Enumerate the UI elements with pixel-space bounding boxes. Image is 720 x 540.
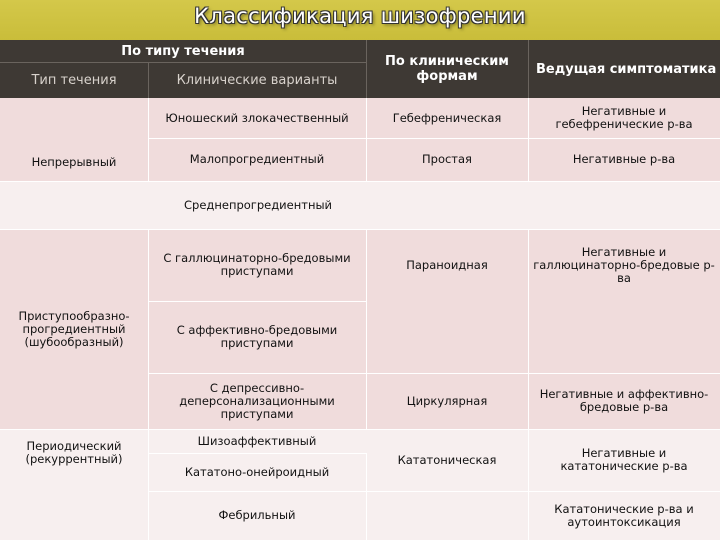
grid-line <box>366 229 367 429</box>
grid-line <box>528 229 529 540</box>
header-divider <box>0 62 366 63</box>
variant-low-progressive: Малопрогредиентный <box>189 152 325 166</box>
course-periodic: Периодический (рекуррентный) <box>25 439 123 466</box>
grid-line <box>528 98 529 181</box>
form-circular: Циркулярная <box>406 393 488 408</box>
grid-line <box>148 453 366 454</box>
header-clinical-forms: По клиническим формам <box>366 40 528 98</box>
grid-line <box>0 181 720 182</box>
header-leading-symptoms: Ведущая симптоматика <box>528 40 720 98</box>
grid-line <box>148 229 149 540</box>
grid-line <box>148 491 720 492</box>
variant-depressive-depersonalization: С депрессивно-деперсонализационными приступами <box>179 380 335 421</box>
grid-line <box>148 301 366 302</box>
header-divider <box>366 40 367 98</box>
symptoms-negative-catatonic: Негативные и кататонические р-ва <box>560 446 688 473</box>
variant-hallucinatory-delusional: С галлюцинаторно-бредовыми приступами <box>163 251 351 278</box>
symptoms-negative-hebephrenic: Негативные и гебефренические р-ва <box>555 104 693 131</box>
header-course-group: По типу течения <box>0 40 366 62</box>
symptoms-negative-affective: Негативные и аффективно-бредовые р-ва <box>539 387 709 414</box>
variant-juvenile-malignant: Юношеский злокачественный <box>165 110 349 125</box>
grid-line <box>0 429 720 430</box>
variant-affective-delusional: С аффективно-бредовыми приступами <box>176 323 338 350</box>
symptoms-negative-hallucinatory: Негативные и галлюцинаторно-бредовые р-ва <box>533 244 715 285</box>
grid-line <box>148 138 720 139</box>
course-shift-like: Приступообразно-прогредиентный (шубообразный) <box>18 308 130 349</box>
grid-line <box>148 373 720 374</box>
form-catatonic: Кататоническая <box>397 452 497 467</box>
header-course-type: Тип течения <box>0 62 148 98</box>
variant-medium-progressive: Среднепрогредиентный <box>184 197 333 212</box>
symptoms-negative: Негативные р-ва <box>572 152 676 166</box>
grid-line <box>0 229 720 230</box>
header-divider <box>528 40 529 98</box>
grid-line <box>148 98 149 181</box>
variant-schizoaffective: Шизоаффективный <box>197 433 317 448</box>
variant-febrile: Фебрильный <box>218 508 296 522</box>
grid-line <box>366 98 367 181</box>
symptoms-catatonic-autointoxication: Кататонические р-ва и аутоинтоксикация <box>554 501 694 529</box>
course-continuous: Непрерывный <box>31 154 117 169</box>
variant-catatonic-oneiroid: Кататоно-онейроидный <box>184 464 330 479</box>
grid-line <box>366 453 367 540</box>
header-clinical-variants: Клинические варианты <box>148 62 366 98</box>
form-simple: Простая <box>422 152 472 166</box>
header-divider <box>148 62 149 98</box>
form-paranoid: Параноидная <box>406 257 488 272</box>
form-hebephrenic: Гебефреническая <box>392 110 502 125</box>
page-title: Классификация шизофрении <box>194 4 526 28</box>
